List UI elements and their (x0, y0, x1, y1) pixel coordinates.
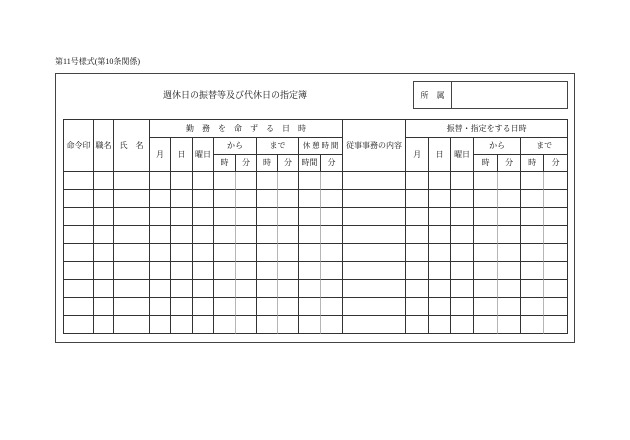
table-cell (498, 280, 521, 298)
table-cell (94, 244, 114, 262)
designation-register-table (63, 119, 568, 334)
table-cell (321, 226, 343, 244)
table-cell (193, 226, 214, 244)
table-cell (114, 226, 150, 244)
table-cell (193, 172, 214, 190)
table-cell (343, 280, 406, 298)
header-substitute-datetime: 振替・指定をする日時 (406, 120, 568, 138)
table-cell (299, 262, 321, 280)
table-cell (114, 298, 150, 316)
table-cell (214, 172, 236, 190)
table-cell (193, 316, 214, 334)
table-cell (474, 316, 498, 334)
table-cell (193, 262, 214, 280)
header-sub-from-minute: 分 (498, 155, 521, 172)
table-cell (498, 172, 521, 190)
table-cell (278, 262, 299, 280)
table-cell (451, 262, 474, 280)
table-cell (257, 244, 278, 262)
header-work-from-minute: 分 (236, 155, 257, 172)
table-cell (544, 244, 568, 262)
header-row-1 (64, 120, 568, 138)
table-cell (214, 316, 236, 334)
table-cell (171, 190, 193, 208)
table-cell (429, 226, 451, 244)
header-work-from: から (214, 138, 257, 155)
header-sub-month: 月 (406, 138, 429, 172)
header-name: 氏 名 (114, 120, 150, 172)
table-cell (343, 190, 406, 208)
table-cell (193, 280, 214, 298)
table-cell (406, 226, 429, 244)
table-cell (521, 244, 544, 262)
table-cell (94, 280, 114, 298)
table-cell (343, 172, 406, 190)
table-cell (406, 172, 429, 190)
header-break-time: 休 憩 時 間 (299, 138, 343, 155)
table-cell (321, 172, 343, 190)
table-cell (474, 190, 498, 208)
table-cell (429, 316, 451, 334)
table-cell (299, 172, 321, 190)
table-cell (544, 262, 568, 280)
table-row (64, 280, 568, 298)
table-cell (429, 298, 451, 316)
header-sub-until-hour: 時 (521, 155, 544, 172)
table-cell (150, 316, 171, 334)
table-cell (521, 208, 544, 226)
table-cell (236, 298, 257, 316)
table-cell (299, 244, 321, 262)
table-cell (150, 208, 171, 226)
table-cell (521, 190, 544, 208)
table-cell (64, 190, 94, 208)
table-cell (544, 280, 568, 298)
table-cell (64, 172, 94, 190)
table-cell (429, 244, 451, 262)
table-cell (64, 298, 94, 316)
header-sub-from: から (474, 138, 521, 155)
table-cell (94, 316, 114, 334)
table-cell (299, 280, 321, 298)
table-cell (321, 298, 343, 316)
header-work-datetime: 勤 務 を 命 ず る 日 時 (150, 120, 343, 138)
table-cell (278, 244, 299, 262)
table-cell (429, 172, 451, 190)
table-cell (214, 208, 236, 226)
table-row (64, 244, 568, 262)
table-cell (278, 226, 299, 244)
header-break-minute: 分 (321, 155, 343, 172)
table-cell (406, 262, 429, 280)
header-order-seal: 命令印 (64, 120, 94, 172)
table-cell (257, 298, 278, 316)
table-cell (321, 316, 343, 334)
table-cell (406, 244, 429, 262)
table-row (64, 190, 568, 208)
table-cell (498, 226, 521, 244)
table-cell (544, 226, 568, 244)
table-cell (278, 172, 299, 190)
table-cell (94, 190, 114, 208)
table-cell (236, 172, 257, 190)
table-cell (498, 316, 521, 334)
table-cell (343, 208, 406, 226)
table-cell (214, 226, 236, 244)
table-cell (451, 316, 474, 334)
table-cell (64, 208, 94, 226)
table-cell (343, 298, 406, 316)
table-cell (214, 190, 236, 208)
table-cell (406, 280, 429, 298)
table-cell (343, 226, 406, 244)
table-cell (299, 298, 321, 316)
table-cell (64, 262, 94, 280)
table-cell (94, 262, 114, 280)
table-cell (343, 262, 406, 280)
table-cell (193, 244, 214, 262)
table-cell (451, 244, 474, 262)
table-cell (150, 226, 171, 244)
table-cell (278, 208, 299, 226)
table-cell (299, 226, 321, 244)
table-cell (114, 244, 150, 262)
table-cell (451, 226, 474, 244)
table-cell (94, 226, 114, 244)
table-cell (321, 262, 343, 280)
header-work-day: 日 (171, 138, 193, 172)
header-work-month: 月 (150, 138, 171, 172)
table-cell (544, 172, 568, 190)
table-cell (544, 190, 568, 208)
form-number: 第11号様式(第10条関係) (55, 57, 141, 66)
table-cell (321, 208, 343, 226)
table-cell (321, 280, 343, 298)
header-work-until-minute: 分 (278, 155, 299, 172)
table-cell (429, 280, 451, 298)
table-cell (474, 172, 498, 190)
table-cell (321, 244, 343, 262)
table-cell (498, 190, 521, 208)
table-cell (114, 172, 150, 190)
table-cell (521, 280, 544, 298)
table-cell (521, 172, 544, 190)
header-sub-until: まで (521, 138, 568, 155)
table-cell (474, 298, 498, 316)
table-cell (114, 280, 150, 298)
table-cell (451, 208, 474, 226)
table-cell (94, 172, 114, 190)
header-work-from-hour: 時 (214, 155, 236, 172)
table-cell (236, 316, 257, 334)
table-cell (64, 316, 94, 334)
table-cell (236, 244, 257, 262)
table-cell (544, 208, 568, 226)
table-cell (299, 208, 321, 226)
table-cell (406, 298, 429, 316)
table-cell (257, 316, 278, 334)
table-cell (406, 208, 429, 226)
table-cell (474, 244, 498, 262)
header-duty-content: 従事事務の内容 (343, 120, 406, 172)
table-cell (236, 226, 257, 244)
table-cell (321, 190, 343, 208)
table-cell (278, 316, 299, 334)
affiliation-box (413, 81, 568, 109)
table-cell (278, 280, 299, 298)
table-cell (114, 190, 150, 208)
table-cell (171, 316, 193, 334)
table-cell (150, 280, 171, 298)
header-sub-until-minute: 分 (544, 155, 568, 172)
table-cell (236, 262, 257, 280)
table-cell (278, 190, 299, 208)
table-cell (150, 172, 171, 190)
table-cell (474, 226, 498, 244)
table-cell (171, 244, 193, 262)
table-cell (544, 298, 568, 316)
table-row (64, 208, 568, 226)
table-cell (498, 244, 521, 262)
table-cell (521, 262, 544, 280)
table-cell (94, 208, 114, 226)
table-cell (429, 190, 451, 208)
table-cell (257, 262, 278, 280)
table-cell (521, 226, 544, 244)
table-cell (429, 208, 451, 226)
table-cell (114, 208, 150, 226)
table-cell (474, 208, 498, 226)
table-cell (451, 298, 474, 316)
header-work-until: まで (257, 138, 299, 155)
header-sub-day: 日 (429, 138, 451, 172)
table-cell (64, 280, 94, 298)
table-cell (498, 208, 521, 226)
table-cell (64, 226, 94, 244)
table-cell (299, 190, 321, 208)
table-row (64, 226, 568, 244)
table-cell (171, 280, 193, 298)
table-cell (171, 172, 193, 190)
table-cell (171, 226, 193, 244)
table-cell (236, 280, 257, 298)
table-cell (150, 244, 171, 262)
table-cell (257, 226, 278, 244)
table-cell (278, 298, 299, 316)
table-cell (299, 316, 321, 334)
table-cell (236, 208, 257, 226)
table-row (64, 298, 568, 316)
table-cell (64, 244, 94, 262)
table-cell (150, 262, 171, 280)
table-cell (521, 316, 544, 334)
table-cell (474, 280, 498, 298)
affiliation-value (452, 82, 567, 108)
table-cell (257, 172, 278, 190)
table-body (64, 172, 568, 334)
header-sub-from-hour: 時 (474, 155, 498, 172)
table-cell (498, 298, 521, 316)
table-cell (114, 262, 150, 280)
table-row (64, 316, 568, 334)
table-cell (451, 172, 474, 190)
table-cell (114, 316, 150, 334)
table-cell (214, 262, 236, 280)
table-row (64, 172, 568, 190)
table-cell (343, 316, 406, 334)
table-row (64, 262, 568, 280)
table-cell (451, 280, 474, 298)
table-cell (171, 208, 193, 226)
table-cell (94, 298, 114, 316)
table-cell (257, 280, 278, 298)
table-cell (171, 262, 193, 280)
table-cell (544, 316, 568, 334)
table-cell (498, 262, 521, 280)
header-job-title: 職名 (94, 120, 114, 172)
table-cell (214, 280, 236, 298)
table-cell (343, 244, 406, 262)
table-cell (214, 244, 236, 262)
header-break-hours: 時間 (299, 155, 321, 172)
table-cell (521, 298, 544, 316)
table-cell (193, 208, 214, 226)
table-cell (193, 190, 214, 208)
table-cell (474, 262, 498, 280)
table-cell (406, 316, 429, 334)
table-cell (150, 298, 171, 316)
header-work-weekday: 曜日 (193, 138, 214, 172)
table-cell (150, 190, 171, 208)
table-cell (429, 262, 451, 280)
table-cell (171, 298, 193, 316)
table-cell (257, 208, 278, 226)
page-title: 週休日の振替等及び代休日の指定簿 (162, 90, 307, 100)
table-cell (193, 298, 214, 316)
table-cell (406, 190, 429, 208)
table-cell (214, 298, 236, 316)
header-sub-weekday: 曜日 (451, 138, 474, 172)
table-cell (236, 190, 257, 208)
affiliation-label: 所 属 (414, 82, 452, 108)
table-cell (257, 190, 278, 208)
table-cell (451, 190, 474, 208)
header-work-until-hour: 時 (257, 155, 278, 172)
